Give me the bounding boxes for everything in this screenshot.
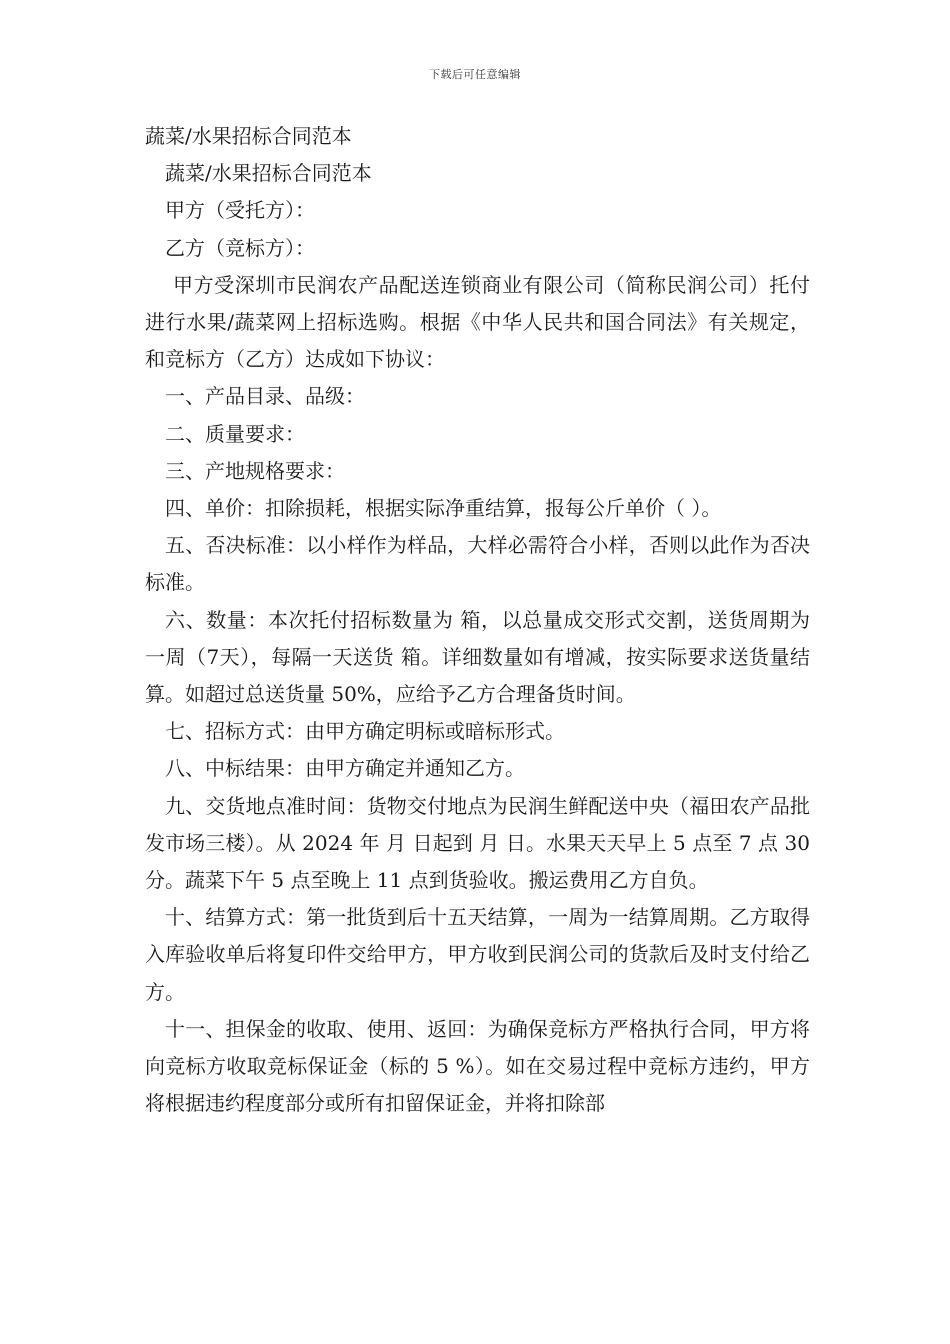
paragraph-clause-7: 七、招标方式：由甲方确定明标或暗标形式。 — [165, 719, 565, 744]
paragraph-clause-2: 二、质量要求： — [165, 421, 305, 446]
document-body — [145, 118, 810, 1122]
paragraph-intro: 甲方受深圳市民润农产品配送连锁商业有限公司（简称民润公司）托付进行水果/蔬菜网上招标选购。根据《中华人民共和国合同法》有关规定，和竞标方（乙方）达成如下协议： — [145, 272, 810, 372]
paragraph-clause-8: 八、中标结果：由甲方确定并通知乙方。 — [165, 756, 525, 781]
paragraph-party-a: 甲方（受托方）： — [165, 198, 315, 223]
paragraph-clause-10: 十、结算方式：第一批货到后十五天结算，一周为一结算周期。乙方取得入库验收单后将复印件交给甲方，甲方收到民润公司的货款后及时支付给乙方。 — [145, 905, 810, 1004]
paragraph-subtitle: 蔬菜/水果招标合同范本 — [165, 161, 372, 186]
paragraph-clause-3: 三、产地规格要求： — [165, 458, 345, 483]
paragraph-clause-5: 五、否决标准：以小样作为样品，大样必需符合小样，否则以此作为否决标准。 — [145, 533, 810, 595]
document-title: 蔬菜/水果招标合同范本 — [145, 124, 352, 148]
paragraph-clause-1: 一、产品目录、品级： — [165, 384, 365, 409]
page-header: 下载后可任意编辑 — [429, 68, 521, 81]
paragraph-clause-6: 六、数量：本次托付招标数量为 箱，以总量成交形式交割，送货周期为一周（7天），每隔一天送货 箱。详细数量如有增减，按实际要求送货量结算。如超过总送货量 50%，应给予乙方合理备货时间。 — [145, 607, 810, 707]
paragraph-clause-4: 四、单价：扣除损耗，根据实际净重结算，报每公斤单价（ ）。 — [165, 496, 722, 521]
paragraph-party-b: 乙方（竞标方）： — [165, 235, 315, 260]
paragraph-clause-11: 十一、担保金的收取、使用、返回：为确保竞标方严格执行合同，甲方将向竞标方收取竞标保证金（标的 5 %）。如在交易过程中竞标方违约，甲方将根据违约程度部分或所有扣留保证金，并将扣除部 — [145, 1016, 810, 1116]
paragraph-clause-9: 九、交货地点准时间：货物交付地点为民润生鲜配送中央（福田农产品批发市场三楼）。从 2024 年 月 日起到 月 日。水果天天早上 5 点至 7 点 30 分。蔬菜下午 5 点至晚上 11 点到货验收。搬运费用乙方自负。 — [145, 793, 810, 893]
